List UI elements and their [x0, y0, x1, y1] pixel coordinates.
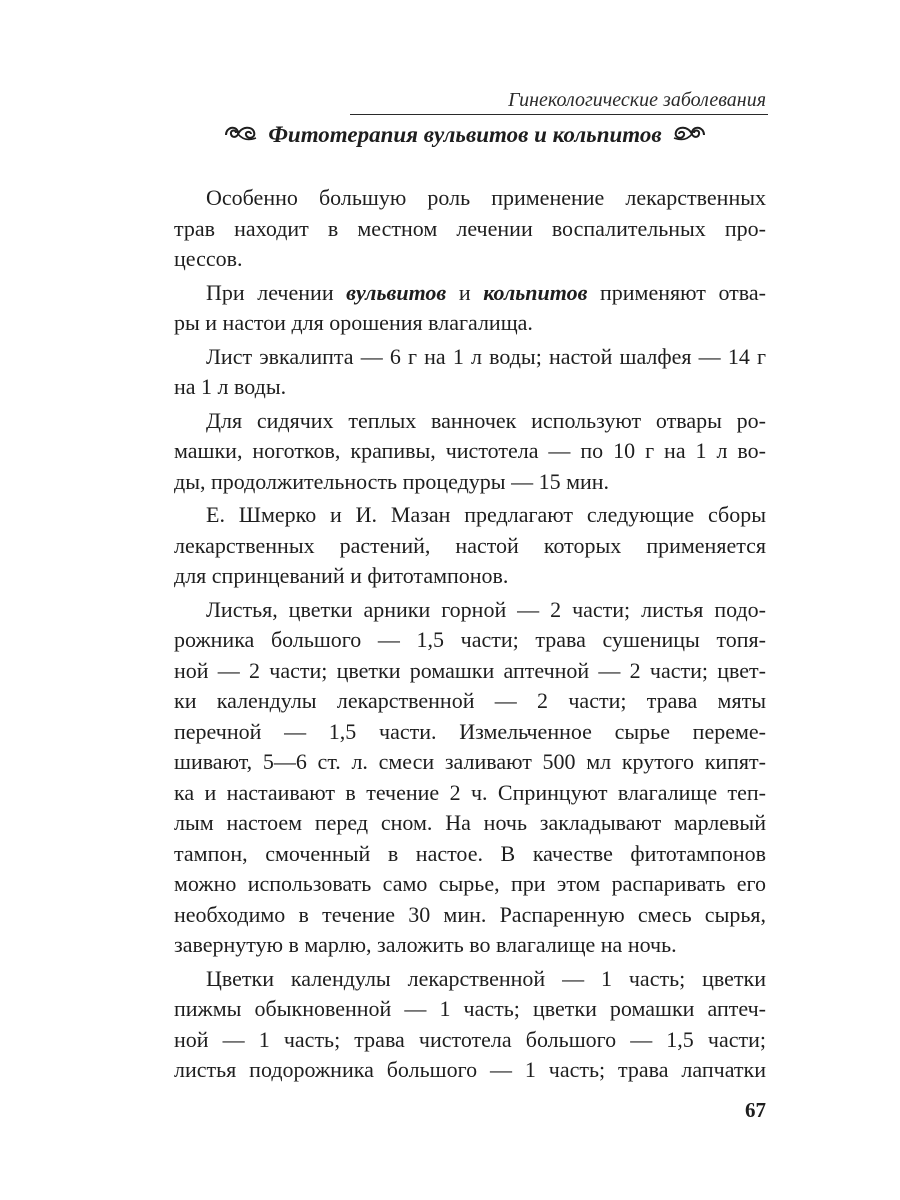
body-text — [174, 183, 766, 1086]
emphasis-term: кольпитов — [483, 279, 588, 305]
text-line: перечной — 1,5 части. Измельченное сырье переме- — [174, 718, 766, 744]
text-line: завернутую в марлю, заложить во влагалище на ночь. — [174, 932, 677, 957]
text-line: ры и настои для орошения влагалища. — [174, 310, 533, 335]
text-line: ка и настаивают в течение 2 ч. Спринцуют влагалище теп- — [174, 779, 766, 805]
text-line: тампон, смоченный в настое. В качестве фитотампонов — [174, 840, 766, 866]
text-line: трав находит в местном лечении воспалительных про- — [174, 215, 766, 241]
text-line: ды, продолжительность процедуры — 15 мин. — [174, 468, 610, 494]
running-head-text: Гинекологические заболевания — [508, 89, 766, 111]
text-line: листья подорожника большого — 1 часть; трава лапчатки — [174, 1057, 766, 1082]
text-line: Листья, цветки арники горной — 2 части; листья подо- — [206, 596, 766, 622]
text-line: Е. Шмерко и И. Мазан предлагают следующие сборы — [206, 502, 766, 527]
text-line: цессов. — [174, 246, 243, 271]
section-heading-text: Фитотерапия вульвитов и кольпитов — [268, 122, 662, 147]
text-line: Для сидячих теплых ванночек используют отвары ро- — [206, 407, 766, 433]
section-heading — [150, 120, 780, 152]
text-line: лекарственных растений, настой которых применяется — [174, 532, 766, 558]
text-line: Особенно большую роль применение лекарственных — [206, 185, 766, 210]
text-line: лым настоем перед сном. На ночь закладывают марлевый — [174, 810, 766, 835]
text-line: ки календулы лекарственной — 2 части; трава мяты — [174, 688, 766, 713]
text-run: При лечении — [206, 279, 347, 305]
text-line-with-emphasis — [174, 278, 766, 309]
floral-ornament-left-icon — [224, 123, 258, 148]
text-line: рожника большого — 1,5 части; трава сушеницы топя- — [174, 627, 766, 652]
page-number: 67 — [745, 1098, 766, 1122]
text-line: ной — 2 части; цветки ромашки аптечной — 2 части; цвет- — [174, 657, 766, 683]
text-line: ной — 1 часть; трава чистотела большого — 1,5 части; — [174, 1026, 766, 1052]
floral-ornament-right-icon — [672, 123, 706, 148]
text-line: необходимо в течение 30 мин. Распаренную смесь сырья, — [174, 901, 766, 927]
text-line: шивают, 5—6 ст. л. смеси заливают 500 мл крутого кипят- — [174, 749, 766, 774]
text-line: для спринцеваний и фитотампонов. — [174, 563, 509, 588]
text-run: применяют отва- — [587, 279, 766, 305]
text-line: пижмы обыкновенной — 1 часть; цветки ромашки аптеч- — [174, 996, 766, 1021]
emphasis-term: вульвитов — [346, 279, 447, 305]
text-line: машки, ноготков, крапивы, чистотела — по 10 г на 1 л во- — [174, 438, 766, 463]
text-line: можно использовать само сырье, при этом распаривать его — [174, 871, 766, 896]
text-line: Лист эвкалипта — 6 г на 1 л воды; настой шалфея — 14 г — [206, 343, 766, 369]
text-line: на 1 л воды. — [174, 374, 287, 399]
running-head — [350, 88, 768, 115]
text-line: Цветки календулы лекарственной — 1 часть; цветки — [206, 965, 766, 991]
text-run: и — [446, 279, 484, 305]
